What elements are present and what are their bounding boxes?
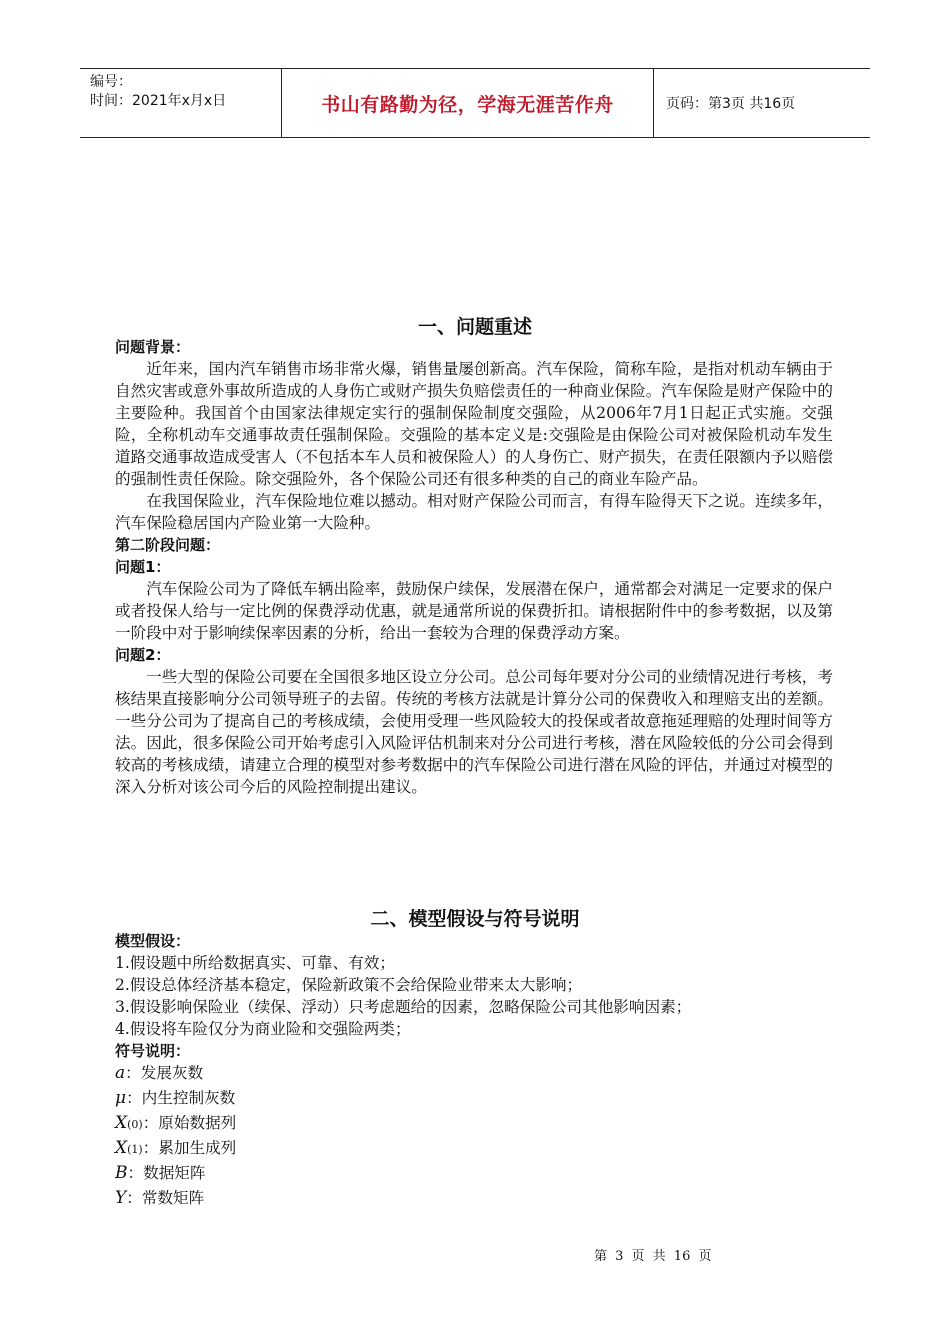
symbol-row bbox=[115, 1062, 775, 1087]
background-label: 问题背景： bbox=[115, 338, 191, 356]
question1-label: 问题1： bbox=[115, 558, 171, 576]
page-footer: 第 3 页 共 16 页 bbox=[594, 1249, 712, 1264]
header-motto-cell bbox=[282, 69, 654, 137]
header-page-label: 页码：第3页 共16页 bbox=[666, 96, 796, 112]
symbol-desc: ：数据矩阵 bbox=[127, 1164, 206, 1182]
section1-title: 一、问题重述 bbox=[417, 316, 532, 338]
stage2-label: 第二阶段问题： bbox=[115, 536, 221, 554]
question2-label: 问题2： bbox=[115, 646, 171, 664]
symbol-desc: ：累加生成列 bbox=[142, 1139, 237, 1157]
symbol-superscript: (1) bbox=[127, 1143, 143, 1156]
symbol-desc: ：原始数据列 bbox=[142, 1114, 237, 1132]
symbol-row bbox=[115, 1162, 775, 1187]
background-paragraph-1: 近年来，国内汽车销售市场非常火爆，销售量屡创新高。汽车保险，简称车险，是指对机动车辆由于自然灾害或意外事故所造成的人身伤亡或财产损失负赔偿责任的一种商业保险。汽车保险是财产保险中的主要险种。我国首个由国家法律规定实行的强制保险制度交强险，从2006年7月1日起正式实施。交强险，全称机动车交通事故责任强制保险。交强险的基本定义是:交强险是由保险公司对被保险机动车发生道路交通事故造成受害人（不包括本车人员和被保险人）的人身伤亡、财产损失，在责任限额内予以赔偿的强制性责任保险。除交强险外，各个保险公司还有很多种类的自己的商业车险产品。 bbox=[115, 360, 833, 488]
symbol-var: X bbox=[115, 1113, 128, 1133]
symbol-row bbox=[115, 1137, 775, 1162]
assumption-4: 4.假设将车险仅分为商业险和交强险两类； bbox=[115, 1020, 411, 1038]
assumption-3: 3.假设影响保险业（续保、浮动）只考虑题给的因素，忽略保险公司其他影响因素； bbox=[115, 998, 692, 1016]
symbol-var: μ bbox=[115, 1088, 127, 1108]
section2-body bbox=[115, 930, 775, 1212]
question2-text: 一些大型的保险公司要在全国很多地区设立分公司。总公司每年要对分公司的业绩情况进行考核，考核结果直接影响分公司领导班子的去留。传统的考核方法就是计算分公司的保费收入和理赔支出的差额。一些分公司为了提高自己的考核成绩，会使用受理一些风险较大的投保或者故意拖延理赔的处理时间等方法。因此，很多保险公司开始考虑引入风险评估机制来对分公司进行考核，潜在风险较低的分公司会得到较高的考核成绩，请建立合理的模型对参考数据中的汽车保险公司进行潜在风险的评估，并通过对模型的深入分析对该公司今后的风险控制提出建议。 bbox=[115, 668, 833, 796]
symbol-desc: ：发展灰数 bbox=[125, 1064, 204, 1082]
header-meta bbox=[80, 69, 282, 137]
page-header bbox=[80, 68, 870, 138]
symbol-row bbox=[115, 1112, 775, 1137]
symbol-desc: ：常数矩阵 bbox=[126, 1189, 205, 1207]
section2-title: 二、模型假设与符号说明 bbox=[370, 908, 580, 930]
header-motto: 书山有路勤为径，学海无涯苦作舟 bbox=[321, 93, 614, 116]
assumption-2: 2.假设总体经济基本稳定，保险新政策不会给保险业带来太大影响； bbox=[115, 976, 583, 994]
symbol-desc: ：内生控制灰数 bbox=[126, 1089, 236, 1107]
section1-body bbox=[115, 336, 833, 798]
background-paragraph-2: 在我国保险业，汽车保险地位难以撼动。相对财产保险公司而言，有得车险得天下之说。连续多年，汽车保险稳居国内产险业第一大险种。 bbox=[115, 492, 833, 532]
symbol-row bbox=[115, 1187, 775, 1212]
header-number-label: 编号： bbox=[90, 74, 132, 90]
symbol-var: B bbox=[115, 1163, 128, 1183]
symbol-superscript: (0) bbox=[127, 1118, 143, 1131]
symbol-row bbox=[115, 1087, 775, 1112]
question1-text: 汽车保险公司为了降低车辆出险率，鼓励保户续保，发展潜在保户，通常都会对满足一定要求的保户或者投保人给与一定比例的保费浮动优惠，就是通常所说的保费折扣。请根据附件中的参考数据，以及第一阶段中对于影响续保率因素的分析，给出一套较为合理的保费浮动方案。 bbox=[115, 580, 833, 642]
header-page-cell bbox=[654, 69, 870, 137]
symbol-var: Y bbox=[115, 1188, 127, 1208]
header-date-label: 时间：2021年x月x日 bbox=[90, 93, 227, 109]
assumptions-label: 模型假设： bbox=[115, 932, 191, 950]
symbol-var: a bbox=[115, 1063, 126, 1083]
assumption-1: 1.假设题中所给数据真实、可靠、有效； bbox=[115, 954, 395, 972]
symbols-label: 符号说明： bbox=[115, 1042, 191, 1060]
symbol-var: X bbox=[115, 1138, 128, 1158]
